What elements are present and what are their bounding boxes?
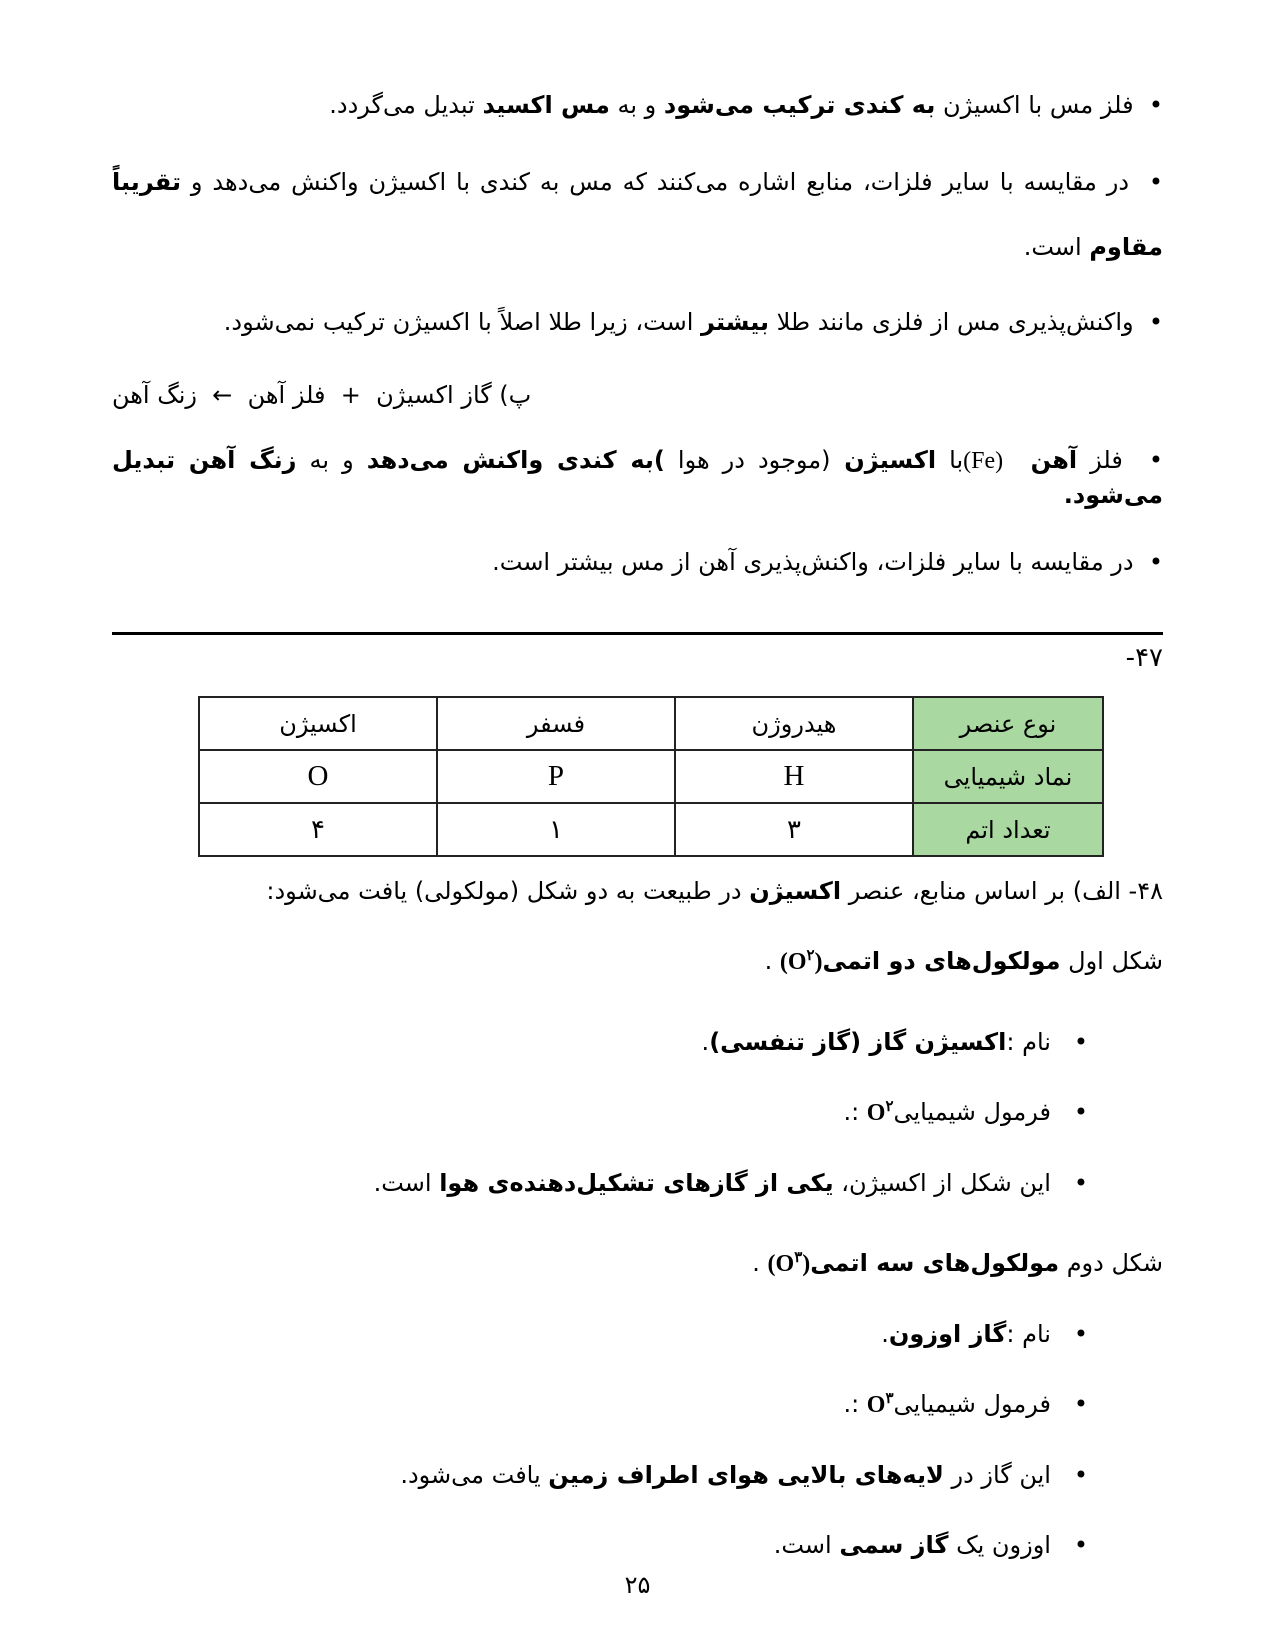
cell-symbol-p: P xyxy=(437,750,675,803)
cell-oxygen: اکسیژن xyxy=(199,697,437,750)
bullet-icon: • xyxy=(1050,1028,1088,1056)
bullet-form1-name: • نام :اکسیژن گاز (گاز تنفسی). xyxy=(701,1028,1088,1056)
header-cell-chemical-symbol: نماد شیمیایی xyxy=(913,750,1103,803)
bullet-icon: • xyxy=(1050,1320,1088,1348)
table-row-chemical-symbol xyxy=(199,750,1103,803)
page-number: ۲۵ xyxy=(624,1571,651,1599)
bullet-copper-oxide: • فلز مس با اکسیژن به کندی ترکیب می‌شود و به مس اکسید تبدیل می‌گردد. xyxy=(329,91,1163,119)
bullet-iron-rust: • فلز آهن (Fe)با اکسیژن (موجود در هوا )به کندی واکنش می‌دهد و به زنگ آهن تبدیل می‌شود. xyxy=(103,446,1164,509)
cell-count-oxygen: ۴ xyxy=(199,803,437,856)
table-row-atom-count xyxy=(199,803,1103,856)
header-cell-element-type: نوع عنصر xyxy=(913,697,1103,750)
bullet-icon: • xyxy=(1133,91,1163,119)
header-cell-atom-count: تعداد اتم xyxy=(913,803,1103,856)
cell-count-phosphorus: ۱ xyxy=(437,803,675,856)
elements-table xyxy=(198,696,1104,857)
bullet-icon: • xyxy=(1129,168,1163,196)
bullet-copper-vs-gold: • واکنش‌پذیری مس از فلزی مانند طلا بیشتر است، زیرا طلا اصلاً با اکسیژن ترکیب نمی‌شود. xyxy=(223,308,1163,336)
bullet-form1-note: • این شکل از اکسیژن، یکی از گازهای تشکیل‌دهنده‌ی هوا است. xyxy=(373,1169,1088,1197)
bullet-icon: • xyxy=(1050,1531,1088,1559)
bullet-form2-name: • نام :گاز اوزون. xyxy=(881,1320,1088,1348)
bullet-copper-compare-line1: • در مقایسه با سایر فلزات، منابع اشاره می‌کنند که مس به کندی با اکسیژن واکنش می‌دهد و تقریباً xyxy=(112,168,1163,196)
bullet-icon: • xyxy=(1133,308,1163,336)
bullet-icon: • xyxy=(1122,446,1164,474)
question-48-intro: ۴۸- الف) بر اساس منابع، عنصر اکسیژن در طبیعت به دو شکل (مولکولی) یافت می‌شود: xyxy=(266,877,1163,905)
cell-symbol-h: H xyxy=(675,750,913,803)
bullet-form2-location: • این گاز در لایه‌های بالایی هوای اطراف زمین یافت می‌شود. xyxy=(400,1461,1088,1489)
bullet-form1-formula: • فرمول شیمیاییO$^۲$ :. xyxy=(843,1098,1088,1126)
iron-rust-equation: پ) گاز اکسیژن + فلز آهن ← زنگ آهن xyxy=(112,381,532,409)
form1-title: شکل اول مولکول‌های دو $اتمی(O^۲)$ . xyxy=(764,947,1163,975)
bullet-icon: • xyxy=(1050,1390,1088,1418)
form2-title: شکل دوم مولکول‌های سه $اتمی(O^۳)$ . xyxy=(752,1249,1163,1277)
table-row-element-type xyxy=(199,697,1103,750)
bullet-iron-compare: • در مقایسه با سایر فلزات، واکنش‌پذیری آهن از مس بیشتر است. xyxy=(492,548,1163,576)
bullet-copper-compare-line2: مقاوم است. xyxy=(1023,233,1163,261)
cell-symbol-o: O xyxy=(199,750,437,803)
cell-hydrogen: هیدروژن xyxy=(675,697,913,750)
cell-phosphorus: فسفر xyxy=(437,697,675,750)
bullet-form2-toxic: • اوزون یک گاز سمی است. xyxy=(773,1531,1088,1559)
cell-count-hydrogen: ۳ xyxy=(675,803,913,856)
bullet-icon: • xyxy=(1050,1461,1088,1489)
bullet-icon: • xyxy=(1133,548,1163,576)
question-47-label: ۴۷- xyxy=(1125,643,1163,673)
bullet-icon: • xyxy=(1050,1098,1088,1126)
horizontal-rule xyxy=(112,632,1163,635)
bullet-form2-formula: • فرمول شیمیاییO$^۳$ :. xyxy=(843,1390,1088,1418)
bullet-icon: • xyxy=(1050,1169,1088,1197)
